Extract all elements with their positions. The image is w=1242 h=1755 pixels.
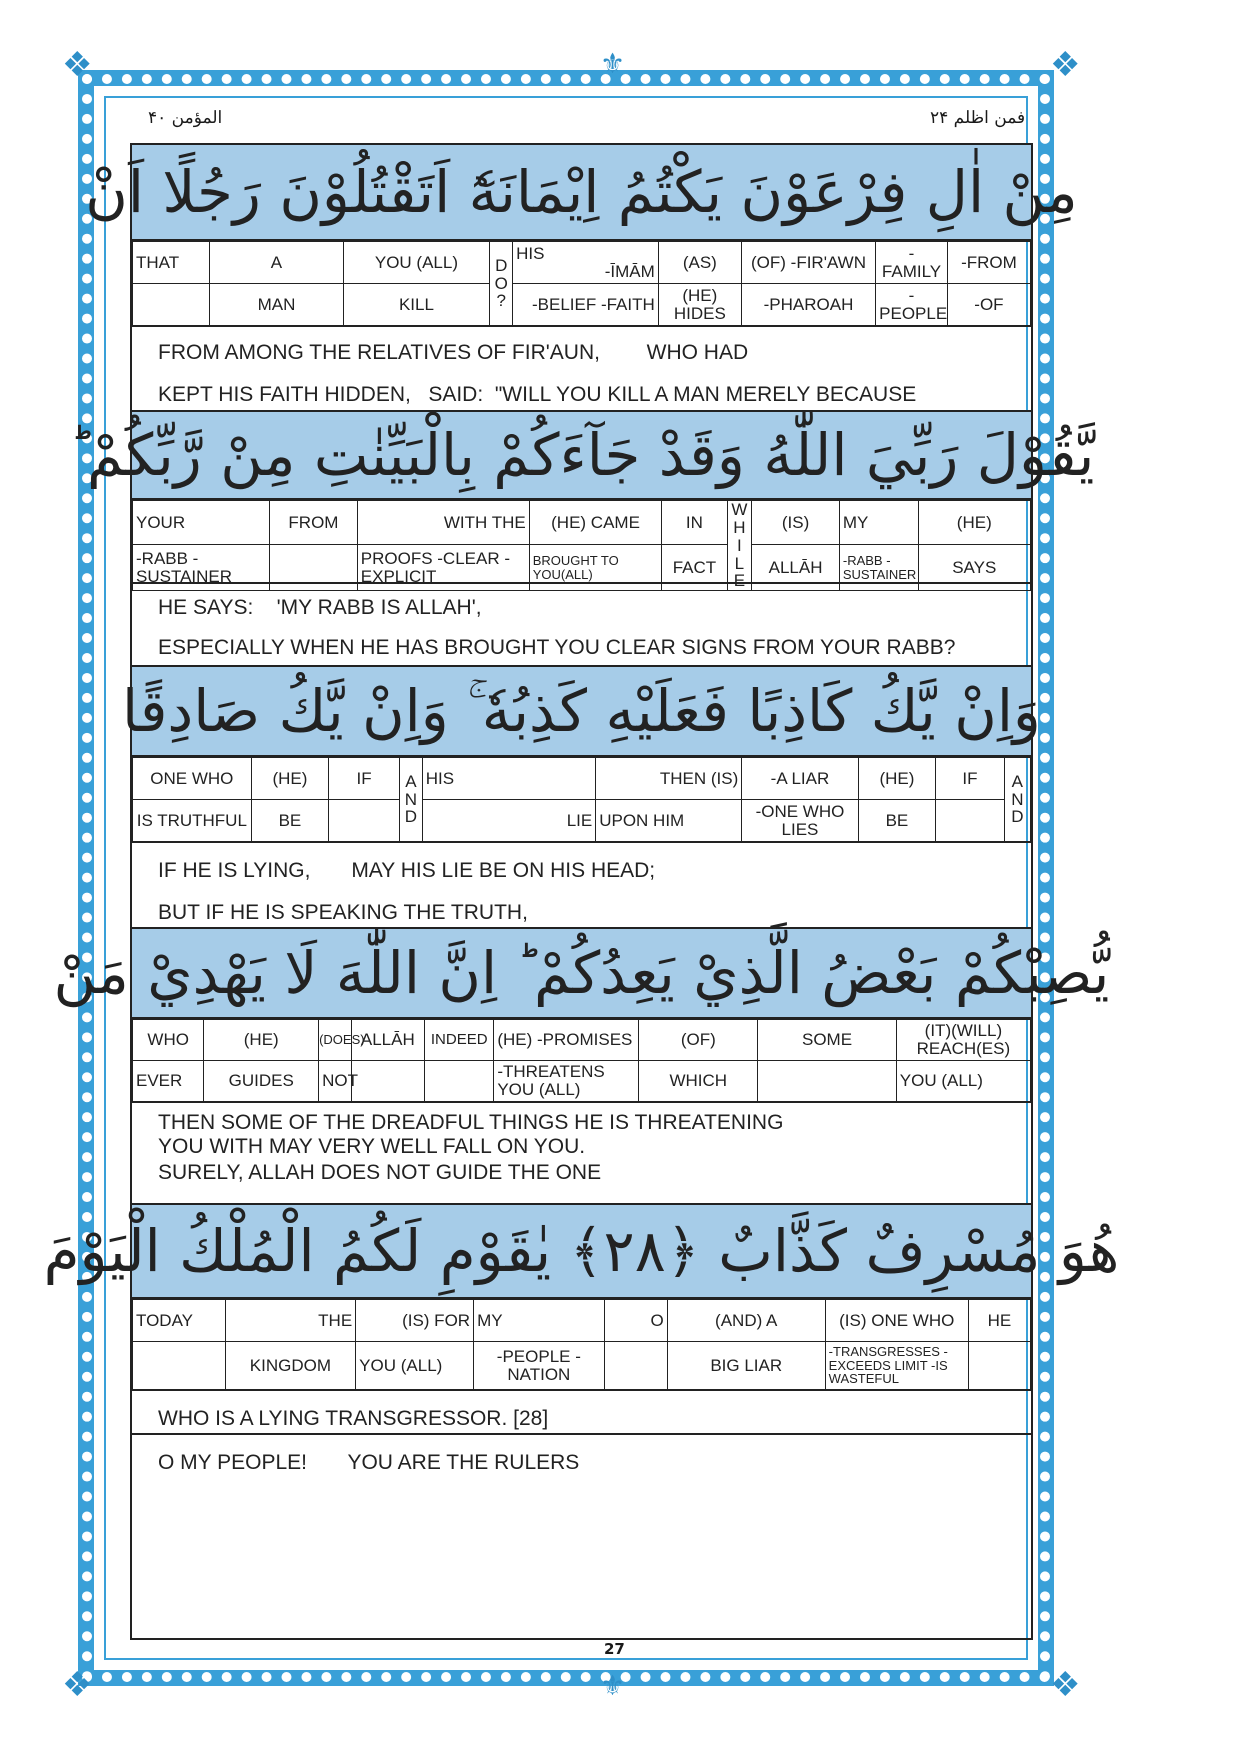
gloss-word: BE xyxy=(251,800,329,842)
gloss-word: SAYS xyxy=(918,545,1030,591)
gloss-word xyxy=(758,1061,896,1102)
corner-ornament-icon: ❖ xyxy=(62,1666,93,1704)
gloss-word: -THREATENS YOU (ALL) xyxy=(494,1061,639,1102)
gloss-word: ALLĀH xyxy=(752,545,840,591)
gloss-word: WHICH xyxy=(639,1061,758,1102)
word-gloss-table xyxy=(132,241,1031,326)
gloss-word: (HE) HIDES xyxy=(658,284,741,326)
gloss-word: -OF xyxy=(947,284,1030,326)
translation-block xyxy=(132,841,1031,927)
translation-line: HE SAYS: 'MY RABB IS ALLAH', xyxy=(158,596,482,619)
translation-block xyxy=(132,1389,1031,1481)
gloss-word: O xyxy=(604,1300,667,1342)
gloss-word: -TRANSGRESSES -EXCEEDS LIMIT -IS WASTEFUL xyxy=(825,1342,968,1390)
corner-ornament-icon: ❖ xyxy=(62,46,93,84)
gloss-word: KINGDOM xyxy=(225,1342,356,1390)
gloss-word: PROOFS -CLEAR -EXPLICIT xyxy=(357,545,529,591)
gloss-word: KILL xyxy=(343,284,490,326)
gloss-word: INDEED xyxy=(425,1020,494,1061)
gloss-word: HE xyxy=(968,1300,1030,1342)
gloss-word: THAT xyxy=(133,242,210,284)
gloss-word xyxy=(425,1061,494,1102)
gloss-word: FACT xyxy=(662,545,727,591)
gloss-word: (IS) ONE WHO xyxy=(825,1300,968,1342)
corner-ornament-icon: ❖ xyxy=(1050,1666,1081,1704)
translation-line: WHO IS A LYING TRANSGRESSOR. [28] xyxy=(158,1407,549,1430)
word-gloss-table xyxy=(132,500,1031,591)
gloss-word: IF xyxy=(936,758,1004,800)
gloss-word: BIG LIAR xyxy=(667,1342,825,1390)
gloss-word: BE xyxy=(858,800,936,842)
gloss-word-vertical: D O ? xyxy=(490,242,513,326)
gloss-word: -RABB -SUSTAINER xyxy=(839,545,918,591)
gloss-word: (AND) A xyxy=(667,1300,825,1342)
gloss-word-vertical: A N D xyxy=(1004,758,1030,842)
gloss-word: IF xyxy=(329,758,400,800)
gloss-word-vertical: A N D xyxy=(399,758,422,842)
gloss-word: BROUGHT TO YOU(ALL) xyxy=(529,545,662,591)
arabic-verse-line: يَّقُوْلَ رَبِّيَ اللّٰهُ وَقَدْ جَآءَكُمْ بِالْبَيِّنٰتِ مِنْ رَّبِّكُمْ ؕ xyxy=(132,410,1031,500)
surah-header: المؤمن ۴٠ xyxy=(148,108,223,128)
translation-line: KEPT HIS FAITH HIDDEN, SAID: "WILL YOU KILL A MAN MERELY BECAUSE xyxy=(158,383,917,406)
gloss-word: WHO xyxy=(133,1020,204,1061)
translation-line: FROM AMONG THE RELATIVES OF FIR'AUN, WHO HAD xyxy=(158,341,749,364)
gloss-word-vertical: W H I L E xyxy=(727,501,752,591)
gloss-word xyxy=(936,800,1004,842)
gloss-word: YOU (ALL) xyxy=(356,1342,474,1390)
translation-line: YOU WITH MAY VERY WELL FALL ON YOU. xyxy=(158,1135,586,1158)
gloss-word: THEN (IS) xyxy=(596,758,742,800)
bottom-ornament-icon: ⚜ xyxy=(600,1670,626,1701)
gloss-word: (OF) xyxy=(639,1020,758,1061)
gloss-word: THE xyxy=(225,1300,356,1342)
gloss-word: -FROM xyxy=(947,242,1030,284)
gloss-word: MY xyxy=(839,501,918,545)
gloss-word: -A LIAR xyxy=(742,758,858,800)
juz-header: فمن اظلم ۲۴ xyxy=(930,108,1026,128)
gloss-word: NOT xyxy=(319,1061,351,1102)
gloss-word: YOUR xyxy=(133,501,270,545)
gloss-word: ALLĀH xyxy=(351,1020,425,1061)
gloss-word xyxy=(604,1342,667,1390)
gloss-word: (DOES) xyxy=(319,1020,351,1061)
gloss-word: (OF) -FIR'AWN xyxy=(741,242,875,284)
gloss-word: FROM xyxy=(270,501,358,545)
top-ornament-icon: ⚜ xyxy=(600,48,626,79)
gloss-word xyxy=(351,1061,425,1102)
gloss-word: UPON HIM xyxy=(596,800,742,842)
gloss-word: ONE WHO xyxy=(133,758,252,800)
row-divider xyxy=(132,1433,1031,1435)
gloss-word: (HE) xyxy=(858,758,936,800)
gloss-word: (HE) xyxy=(204,1020,319,1061)
gloss-word: (IS) xyxy=(752,501,840,545)
gloss-word: IS TRUTHFUL xyxy=(133,800,252,842)
translation-line: BUT IF HE IS SPEAKING THE TRUTH, xyxy=(158,901,528,924)
gloss-word: (IT)(WILL) REACH(ES) xyxy=(896,1020,1030,1061)
gloss-word: MY xyxy=(474,1300,605,1342)
gloss-word: -PEOPLE -NATION xyxy=(474,1342,605,1390)
gloss-word: GUIDES xyxy=(204,1061,319,1102)
gloss-word: YOU (ALL) xyxy=(343,242,490,284)
gloss-word xyxy=(133,284,210,326)
gloss-word: A xyxy=(210,242,343,284)
arabic-verse-line: هُوَ مُسْرِفٌ كَذَّابٌ ﴿٢٨﴾ يٰقَوْمِ لَكُمُ الْمُلْكُ الْيَوْمَ xyxy=(132,1203,1031,1299)
gloss-word: IN xyxy=(662,501,727,545)
gloss-word: -FAMILY xyxy=(876,242,948,284)
gloss-word: WITH THE xyxy=(357,501,529,545)
word-gloss-table xyxy=(132,1299,1031,1390)
gloss-word: -BELIEF -FAITH xyxy=(513,284,659,326)
word-gloss-table xyxy=(132,757,1031,842)
gloss-word: (AS) xyxy=(658,242,741,284)
gloss-word: SOME xyxy=(758,1020,896,1061)
gloss-word: MAN xyxy=(210,284,343,326)
arabic-verse-line: يُّصِبْكُمْ بَعْضُ الَّذِيْ يَعِدُكُمْ ؕ اِنَّ اللّٰهَ لَا يَهْدِيْ مَنْ xyxy=(132,927,1031,1019)
gloss-word: EVER xyxy=(133,1061,204,1102)
page-number: 27 xyxy=(604,1640,625,1658)
gloss-word: TODAY xyxy=(133,1300,226,1342)
arabic-verse-line: وَاِنْ يَّكُ كَاذِبًا فَعَلَيْهِ كَذِبُهٗ ۚ وَاِنْ يَّكُ صَادِقًا xyxy=(132,665,1031,757)
gloss-word: (IS) FOR xyxy=(356,1300,474,1342)
gloss-word xyxy=(133,1342,226,1390)
translation-line: SURELY, ALLAH DOES NOT GUIDE THE ONE xyxy=(158,1161,602,1184)
gloss-word: HIS -ĪMĀM xyxy=(513,242,659,284)
translation-block xyxy=(132,325,1031,410)
translation-line: ESPECIALLY WHEN HE HAS BROUGHT YOU CLEAR SIGNS FROM YOUR RABB? xyxy=(158,636,956,659)
gloss-word: -PEOPLE xyxy=(876,284,948,326)
gloss-word: -ONE WHO LIES xyxy=(742,800,858,842)
gloss-word: (HE) CAME xyxy=(529,501,662,545)
gloss-word: -RABB -SUSTAINER xyxy=(133,545,270,591)
translation-line: O MY PEOPLE! YOU ARE THE RULERS xyxy=(158,1451,580,1474)
corner-ornament-icon: ❖ xyxy=(1050,46,1081,84)
translation-block xyxy=(132,582,1031,665)
gloss-word: (HE) xyxy=(251,758,329,800)
arabic-verse-line: مِنْ اٰلِ فِرْعَوْنَ يَكْتُمُ اِيْمَانَهٗٓ اَتَقْتُلُوْنَ رَجُلًا اَنْ xyxy=(132,145,1031,241)
page-content xyxy=(43,143,1120,1640)
gloss-word: HIS xyxy=(422,758,595,800)
translation-line: IF HE IS LYING, MAY HIS LIE BE ON HIS HEAD; xyxy=(158,859,656,882)
gloss-word: (HE) -PROMISES xyxy=(494,1020,639,1061)
translation-block xyxy=(132,1101,1031,1203)
translation-line: THEN SOME OF THE DREADFUL THINGS HE IS THREATENING xyxy=(158,1111,784,1134)
gloss-word xyxy=(329,800,400,842)
gloss-word: -PHAROAH xyxy=(741,284,875,326)
gloss-word: (HE) xyxy=(918,501,1030,545)
word-gloss-table xyxy=(132,1019,1031,1102)
gloss-word: LIE xyxy=(422,800,595,842)
gloss-word xyxy=(968,1342,1030,1390)
gloss-word: YOU (ALL) xyxy=(896,1061,1030,1102)
